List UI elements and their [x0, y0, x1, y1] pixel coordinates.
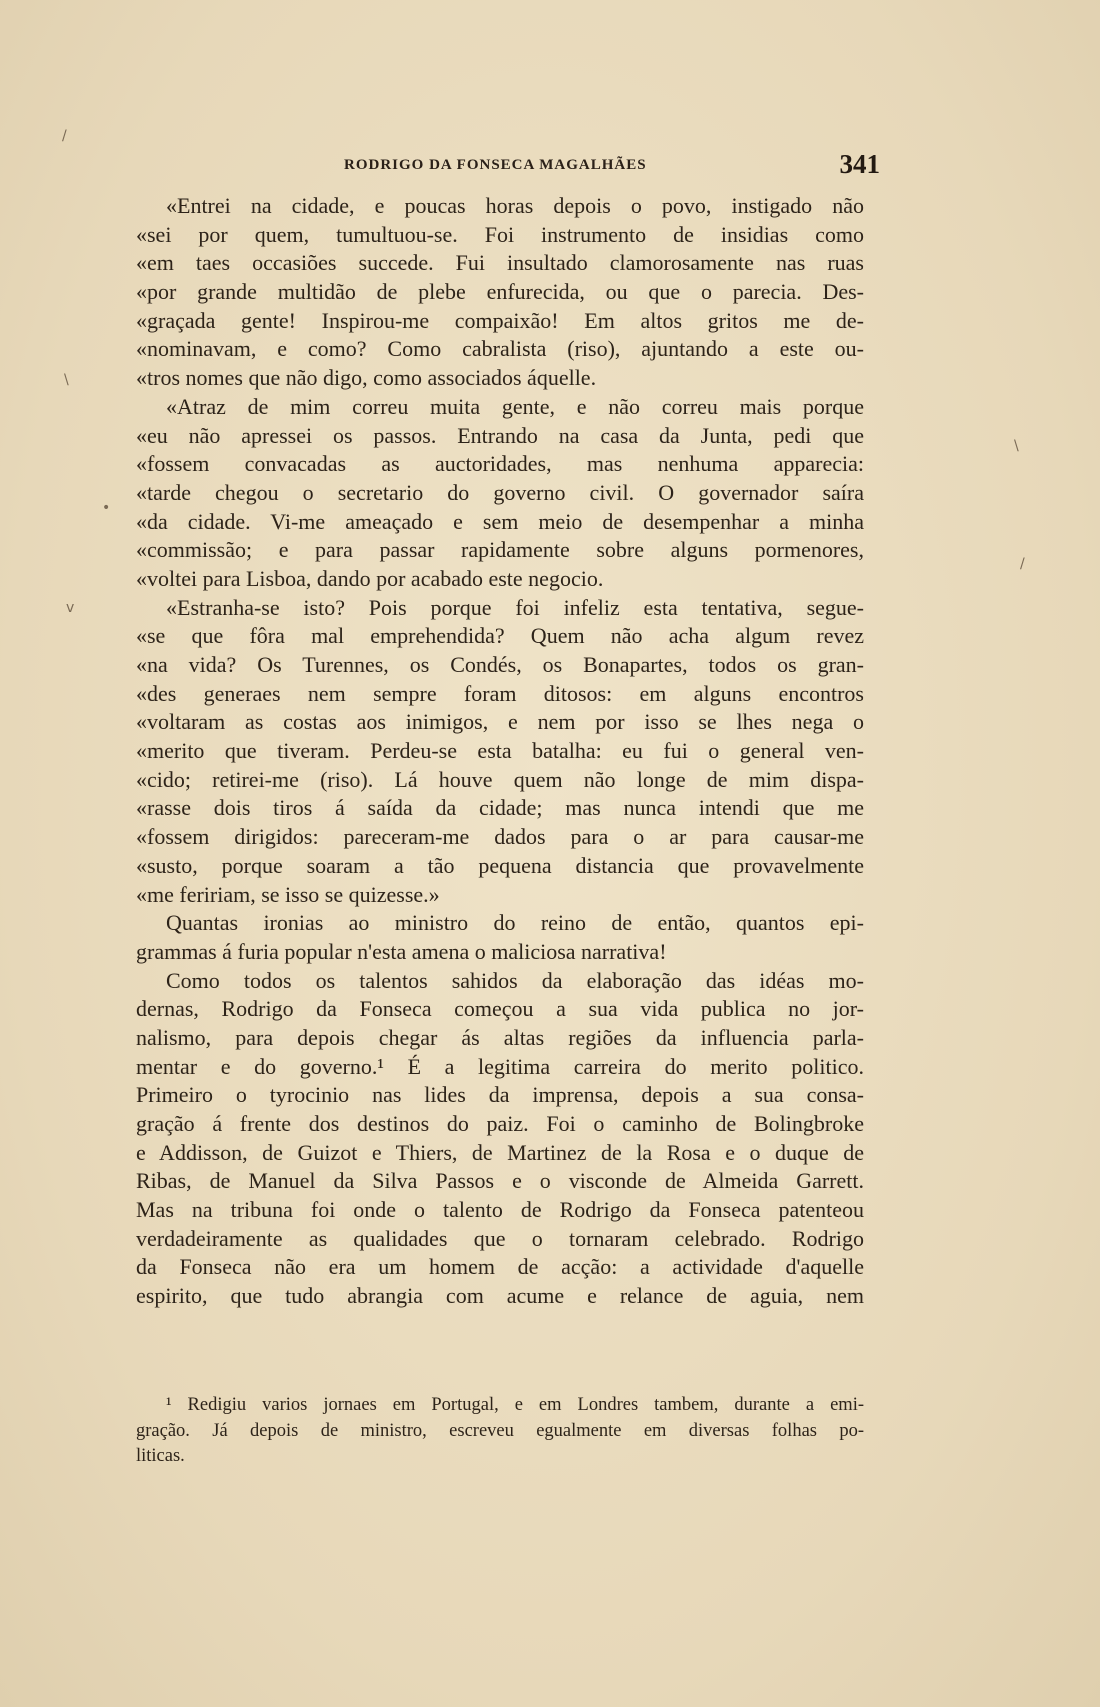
body-line: e Addisson, de Guizot e Thiers, de Martinez de la Rosa e o duque de [136, 1139, 864, 1165]
body-line: «des generaes nem sempre foram ditosos: em alguns encontros [136, 680, 864, 706]
body-line: Ribas, de Manuel da Silva Passos e o visconde de Almeida Garrett. [136, 1168, 864, 1194]
body-line: Mas na tribuna foi onde o talento de Rodrigo da Fonseca patenteou [136, 1197, 864, 1223]
body-line: «merito que tiveram. Perdeu-se esta batalha: eu fui o general ven- [136, 738, 864, 764]
body-line: verdadeiramente as qualidades que o tornaram celebrado. Rodrigo [136, 1225, 864, 1251]
body-line: Quantas ironias ao ministro do reino de então, quantos epi- [166, 910, 864, 936]
body-line: dernas, Rodrigo da Fonseca começou a sua vida publica no jor- [136, 996, 864, 1022]
body-line: gração á frente dos destinos do paiz. Foi o caminho de Bolingbroke [136, 1111, 864, 1136]
body-line: da Fonseca não era um homem de acção: a actividade d'aquelle [136, 1254, 864, 1280]
paper-speck: • [102, 500, 111, 516]
body-line: Como todos os talentos sahidos da elaboração das idéas mo- [166, 967, 864, 993]
body-line: «commissão; e para passar rapidamente sobre alguns pormenores, [136, 537, 864, 563]
body-line: «se que fôra mal emprehendida? Quem não acha algum revez [136, 623, 864, 649]
body-line: «sei por quem, tumultuou-se. Foi instrumento de insidias como [136, 221, 864, 247]
body-line: «me feririam, se isso se quizesse.» [136, 881, 440, 907]
paper-speck: \ [1014, 438, 1019, 454]
body-line: «voltaram as costas aos inimigos, e nem por isso se lhes nega o [136, 709, 864, 735]
paper-speck: / [1020, 556, 1025, 572]
body-line: nalismo, para depois chegar ás altas regiões da influencia parla- [136, 1024, 864, 1050]
body-line: «voltei para Lisboa, dando por acabado este negocio. [136, 565, 604, 591]
footnote-line: liticas. [136, 1446, 185, 1466]
body-line: «Atraz de mim correu muita gente, e não correu mais porque [166, 393, 864, 419]
body-line: «Estranha-se isto? Pois porque foi infeliz esta tentativa, segue- [166, 594, 864, 620]
paper-speck: \ [64, 372, 69, 388]
footnote-line: ¹ Redigiu varios jornaes em Portugal, e em Londres tambem, durante a emi- [166, 1395, 864, 1415]
body-line: «eu não apressei os passos. Entrando na casa da Junta, pedi que [136, 422, 864, 448]
body-line: «rasse dois tiros á saída da cidade; mas nunca intendi que me [136, 795, 864, 821]
body-line: «fossem dirigidos: pareceram-me dados para o ar para causar-me [136, 824, 864, 850]
body-line: «Entrei na cidade, e poucas horas depois o povo, instigado não [166, 193, 864, 218]
body-line: Primeiro o tyrocinio nas lides da imprensa, depois a sua consa- [136, 1082, 864, 1108]
running-head [134, 149, 880, 183]
body-line: «susto, porque soaram a tão pequena distancia que provavelmente [136, 852, 864, 878]
footnote-line: gração. Já depois de ministro, escreveu egualmente em diversas folhas po- [136, 1420, 864, 1441]
body-line: «por grande multidão de plebe enfurecida, ou que o parecia. Des- [136, 279, 864, 305]
body-line: «da cidade. Vi-me ameaçado e sem meio de desempenhar a minha [136, 508, 864, 534]
body-line: «graçada gente! Inspirou-me compaixão! Em altos gritos me de- [136, 307, 864, 333]
body-line: «fossem convacadas as auctoridades, mas nenhuma apparecia: [136, 451, 864, 477]
body-line: «em taes occasiões succede. Fui insultado clamorosamente nas ruas [136, 250, 864, 276]
paper-speck: / [62, 128, 67, 144]
footnote [136, 1393, 864, 1470]
body-line: espirito, que tudo abrangia com acume e relance de aguia, nem [136, 1283, 864, 1309]
body-line: «tros nomes que não digo, como associados áquelle. [136, 365, 597, 391]
body-line: «na vida? Os Turennes, os Condés, os Bonapartes, todos os gran- [136, 652, 864, 677]
paper-speck: v [66, 600, 75, 616]
body-line: «cido; retirei-me (riso). Lá houve quem não longe de mim dispa- [136, 766, 864, 792]
body-line: «nominavam, e como? Como cabralista (riso), ajuntando a este ou- [136, 336, 864, 362]
body-line: mentar e do governo.¹ É a legitima carreira do merito politico. [136, 1053, 864, 1079]
body-line: «tarde chegou o secretario do governo civil. O governador saíra [136, 479, 864, 505]
body-text [136, 192, 864, 1311]
page-number: 341 [839, 149, 880, 179]
body-line: grammas á furia popular n'esta amena o maliciosa narrativa! [136, 938, 667, 964]
running-title: RODRIGO DA FONSECA MAGALHÃES [344, 157, 647, 173]
